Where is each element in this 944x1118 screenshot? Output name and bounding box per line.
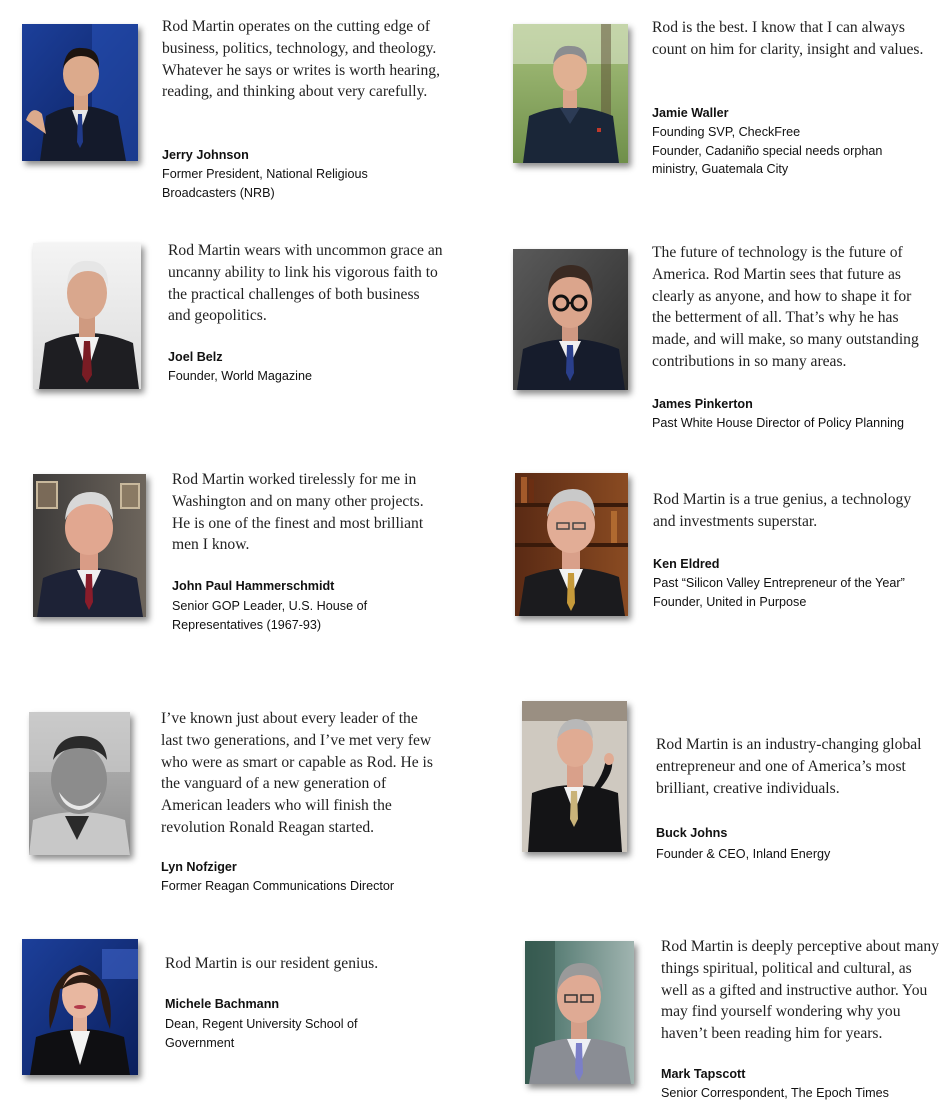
portrait-photo — [33, 474, 146, 617]
person-icon — [515, 473, 628, 616]
portrait-photo — [525, 941, 634, 1084]
person-icon — [513, 24, 628, 163]
person-icon — [33, 474, 146, 617]
portrait-photo — [522, 701, 627, 852]
testimonial-author-title: Founder, World Magazine — [168, 369, 312, 383]
testimonial-quote: Rod Martin operates on the cutting edge of business, politics, technology, and theology. Whatever he says or writes is worth hearing, reading, and thinking about very carefully. — [162, 18, 440, 101]
portrait-photo — [22, 24, 138, 161]
testimonial-quote: Rod Martin is a true genius, a technology and investments superstar. — [653, 491, 912, 530]
testimonial-author-name: Ken Eldred — [653, 557, 720, 571]
testimonial-author-title: Former President, National Religious Broadcasters (NRB) — [162, 167, 368, 200]
testimonial-author-title: Founding SVP, CheckFree Founder, Cadaniño special needs orphan ministry, Guatemala City — [652, 125, 883, 176]
testimonial-quote: Rod Martin wears with uncommon grace an uncanny ability to link his vigorous faith to the practical challenges of both business and geopolitics. — [168, 242, 443, 325]
person-icon — [525, 941, 634, 1084]
testimonial-author-title: Former Reagan Communications Director — [161, 879, 395, 893]
testimonial-author-name: Mark Tapscott — [661, 1067, 746, 1081]
testimonial-author-title: Past “Silicon Valley Entrepreneur of the Year” Founder, United in Purpose — [653, 576, 905, 609]
portrait-photo — [33, 243, 141, 389]
portrait-photo — [513, 24, 628, 163]
testimonial-author-name: Lyn Nofziger — [161, 860, 237, 874]
person-icon — [22, 24, 138, 161]
person-icon — [513, 249, 628, 390]
testimonial-author-title: Past White House Director of Policy Planning — [652, 416, 904, 430]
testimonial-author-title: Senior GOP Leader, U.S. House of Representatives (1967-93) — [172, 599, 368, 632]
testimonial-quote: Rod Martin is our resident genius. — [165, 955, 379, 972]
testimonial-author-name: Jerry Johnson — [162, 148, 249, 162]
testimonial-author-title: Founder & CEO, Inland Energy — [656, 847, 831, 861]
testimonial-quote: Rod Martin is deeply perceptive about many things spiritual, political and cultural, as well as a gifted and instructive author. You may find yourself wondering why you haven’t been reading him for years. — [661, 938, 940, 1043]
person-icon — [29, 712, 130, 855]
portrait-photo — [29, 712, 130, 855]
person-icon — [33, 243, 141, 389]
testimonial-quote: Rod is the best. I know that I can always count on him for clarity, insight and values. — [652, 19, 924, 58]
portrait-photo — [513, 249, 628, 390]
testimonial-quote: Rod Martin is an industry-changing global entrepreneur and one of America’s most brilliant, creative individuals. — [656, 736, 922, 797]
testimonial-author-name: Buck Johns — [656, 826, 728, 840]
portrait-photo — [22, 939, 138, 1075]
testimonial-quote: The future of technology is the future of America. Rod Martin sees that future as clearly as anyone, and how to shape it for the betterment of all. That’s why he has made, and will make, so many outstanding contributions in so many areas. — [652, 244, 919, 370]
testimonial-author-name: James Pinkerton — [652, 397, 753, 411]
person-icon — [522, 701, 627, 852]
testimonial-author-name: Joel Belz — [168, 350, 223, 364]
testimonial-quote: I’ve known just about every leader of the last two generations, and I’ve met very few who were as smart or capable as Rod. He is the vanguard of a new generation of American leaders who will finish the revolution Ronald Reagan started. — [161, 710, 433, 836]
testimonial-author-name: John Paul Hammerschmidt — [172, 579, 335, 593]
testimonial-author-title: Senior Correspondent, The Epoch Times — [661, 1086, 889, 1100]
person-icon — [22, 939, 138, 1075]
testimonial-author-name: Michele Bachmann — [165, 997, 280, 1011]
testimonial-quote: Rod Martin worked tirelessly for me in Washington and on many other projects. He is one of the finest and most brilliant men I know. — [172, 471, 424, 554]
portrait-photo — [515, 473, 628, 616]
testimonial-author-title: Dean, Regent University School of Government — [165, 1017, 358, 1050]
testimonial-author-name: Jamie Waller — [652, 106, 729, 120]
